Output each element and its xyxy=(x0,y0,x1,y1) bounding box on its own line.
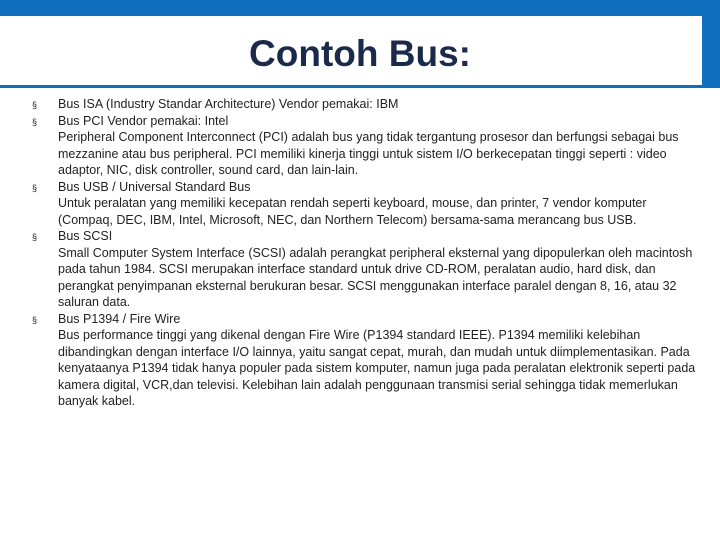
item-heading: Bus ISA (Industry Standar Architecture) Vendor pemakai: IBM xyxy=(58,97,399,111)
item-body: Untuk peralatan yang memiliki kecepatan rendah seperti keyboard, mouse, dan printer, 7 vendor komputer (Compaq, DEC, IBM, Intel, Microsoft, NEC, dan Northern Telecom) bersama-sama merancang bus USB. xyxy=(58,196,647,227)
bullet-icon: § xyxy=(32,100,38,110)
bullet-list xyxy=(30,96,696,410)
item-heading: Bus USB / Universal Standard Bus xyxy=(58,179,251,194)
bullet-icon: § xyxy=(32,232,38,242)
item-heading: Bus SCSI xyxy=(58,229,113,243)
bullet-icon: § xyxy=(32,116,38,127)
item-body: Peripheral Component Interconnect (PCI) adalah bus yang tidak tergantung prosesor dan berfungsi sebagai bus mezzanine atau bus peripheral. PCI memiliki kinerja tinggi untuk sistem I/O berkecepatan tinggi seperti : video adaptor, NIC, disk controller, sound card, dan lain-lain. xyxy=(58,130,679,177)
item-heading: Bus P1394 / Fire Wire xyxy=(58,311,181,326)
item-heading: Bus PCI Vendor pemakai: Intel xyxy=(58,113,229,128)
list-item-usb xyxy=(30,179,696,229)
list-item-pci xyxy=(30,113,696,179)
slide-title: Contoh Bus: xyxy=(249,33,471,74)
list-item-isa xyxy=(30,96,696,113)
item-body: Small Computer System Interface (SCSI) adalah perangkat peripheral eksternal yang dipopulerkan oleh macintosh pada tahun 1984. SCSI merupakan interface standard untuk drive CD-ROM, peralatan audio, hard disk, dan perangkat penyimpanan eksternal berukuran besar. SCSI menggunakan interface paralel dengan 8, 16, atau 32 saluran data. xyxy=(58,245,693,309)
bullet-icon: § xyxy=(32,182,38,193)
list-item-scsi xyxy=(30,228,696,311)
list-item-firewire xyxy=(30,311,696,410)
item-body: Bus performance tinggi yang dikenal dengan Fire Wire (P1394 standard IEEE). P1394 memiliki kelebihan dibandingkan dengan interface I/O lainnya, yaitu sangat cepat, murah, dan mudah untuk diimplementasikan. Pada kenyataanya P1394 tidak hanya populer pada sistem komputer, namun juga pada peralatan elektronik seperti pada kamera digital, VCR,dan televisi. Kelebihan lain adalah penggunaan transmisi serial sehingga tidak memerlukan banyak kabel. xyxy=(58,328,696,408)
bullet-icon: § xyxy=(32,314,38,325)
